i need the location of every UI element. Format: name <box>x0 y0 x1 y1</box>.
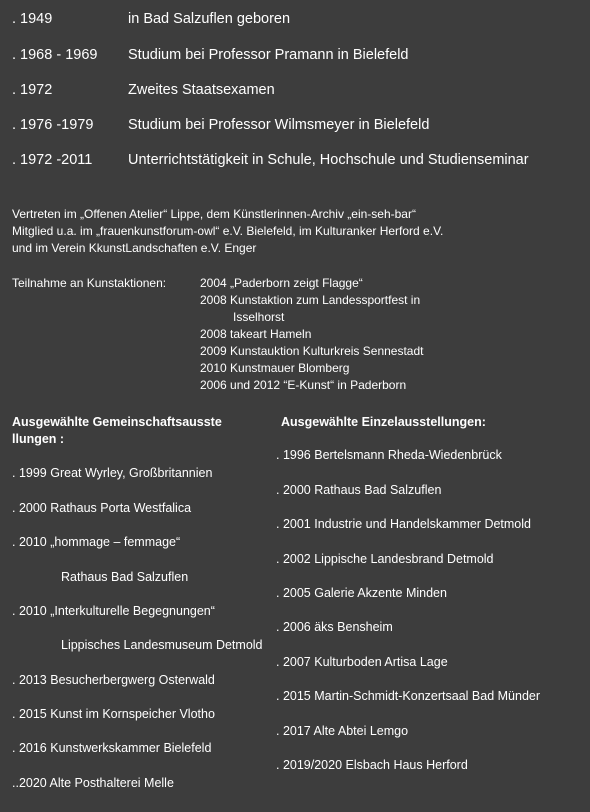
bio-text: in Bad Salzuflen geboren <box>128 11 291 27</box>
group-heading: llungen : <box>12 432 65 446</box>
action-item: 2008 takeart Hameln <box>200 327 312 341</box>
action-item: Isselhorst <box>233 310 285 324</box>
group-exhibition: . 2010 „hommage – femmage“ <box>12 535 181 549</box>
solo-exhibition: . 2019/2020 Elsbach Haus Herford <box>276 758 468 772</box>
solo-exhibition: . 2000 Rathaus Bad Salzuflen <box>276 483 442 497</box>
action-item: 2008 Kunstaktion zum Landessportfest in <box>200 293 421 307</box>
membership-line: Mitglied u.a. im „frauenkunstforum-owl“ e.V. Bielefeld, im Kulturanker Herford e.V. <box>12 224 444 238</box>
group-exhibition: Rathaus Bad Salzuflen <box>61 570 189 584</box>
group-exhibition: . 2016 Kunstwerkskammer Bielefeld <box>12 741 212 755</box>
solo-exhibition: . 2017 Alte Abtei Lemgo <box>276 724 409 738</box>
group-exhibition: Lippisches Landesmuseum Detmold <box>61 638 263 652</box>
group-exhibition: . 1999 Great Wyrley, Großbritannien <box>12 466 213 480</box>
bio-text: Studium bei Professor Wilmsmeyer in Bielefeld <box>128 117 430 133</box>
bio-text: Unterrichtstätigkeit in Schule, Hochschule und Studienseminar <box>128 152 529 168</box>
bio-year: . 1972 <box>12 82 53 98</box>
solo-exhibition: . 2007 Kulturboden Artisa Lage <box>276 655 448 669</box>
bio-year: . 1972 -2011 <box>12 152 93 168</box>
bio-text: Studium bei Professor Pramann in Bielefeld <box>128 47 409 63</box>
group-exhibition: ..2020 Alte Posthalterei Melle <box>12 776 174 790</box>
group-exhibition: . 2010 „Interkulturelle Begegnungen“ <box>12 604 215 618</box>
solo-exhibition: . 2006 äks Bensheim <box>276 620 393 634</box>
solo-exhibition: . 2005 Galerie Akzente Minden <box>276 586 447 600</box>
bio-year: . 1949 <box>12 11 53 27</box>
membership-line: und im Verein KkunstLandschaften e.V. Enger <box>12 241 257 255</box>
action-item: 2004 „Paderborn zeigt Flagge“ <box>200 276 363 290</box>
group-heading: Ausgewählte Gemeinschaftsausste <box>12 415 222 429</box>
solo-exhibition: . 1996 Bertelsmann Rheda-Wiedenbrück <box>276 448 502 462</box>
group-exhibition: . 2013 Besucherbergwerg Osterwald <box>12 673 215 687</box>
action-item: 2010 Kunstmauer Blomberg <box>200 361 350 375</box>
group-exhibition: . 2015 Kunst im Kornspeicher Vlotho <box>12 707 215 721</box>
solo-exhibition: . 2002 Lippische Landesbrand Detmold <box>276 552 494 566</box>
solo-exhibition: . 2001 Industrie und Handelskammer Detmold <box>276 517 531 531</box>
group-exhibition: . 2000 Rathaus Porta Westfalica <box>12 501 192 515</box>
membership-line: Vertreten im „Offenen Atelier“ Lippe, dem Künstlerinnen-Archiv „ein-seh-bar“ <box>12 207 416 221</box>
bio-year: . 1976 -1979 <box>12 117 94 133</box>
bio-year: . 1968 - 1969 <box>12 47 98 63</box>
solo-exhibition: . 2015 Martin-Schmidt-Konzertsaal Bad Münder <box>276 689 541 703</box>
solo-heading: Ausgewählte Einzelausstellungen: <box>281 415 486 429</box>
bio-text: Zweites Staatsexamen <box>128 82 275 98</box>
action-item: 2006 und 2012 “E-Kunst“ in Paderborn <box>200 378 407 392</box>
actions-label: Teilnahme an Kunstaktionen: <box>12 276 167 290</box>
action-item: 2009 Kunstauktion Kulturkreis Sennestadt <box>200 344 424 358</box>
